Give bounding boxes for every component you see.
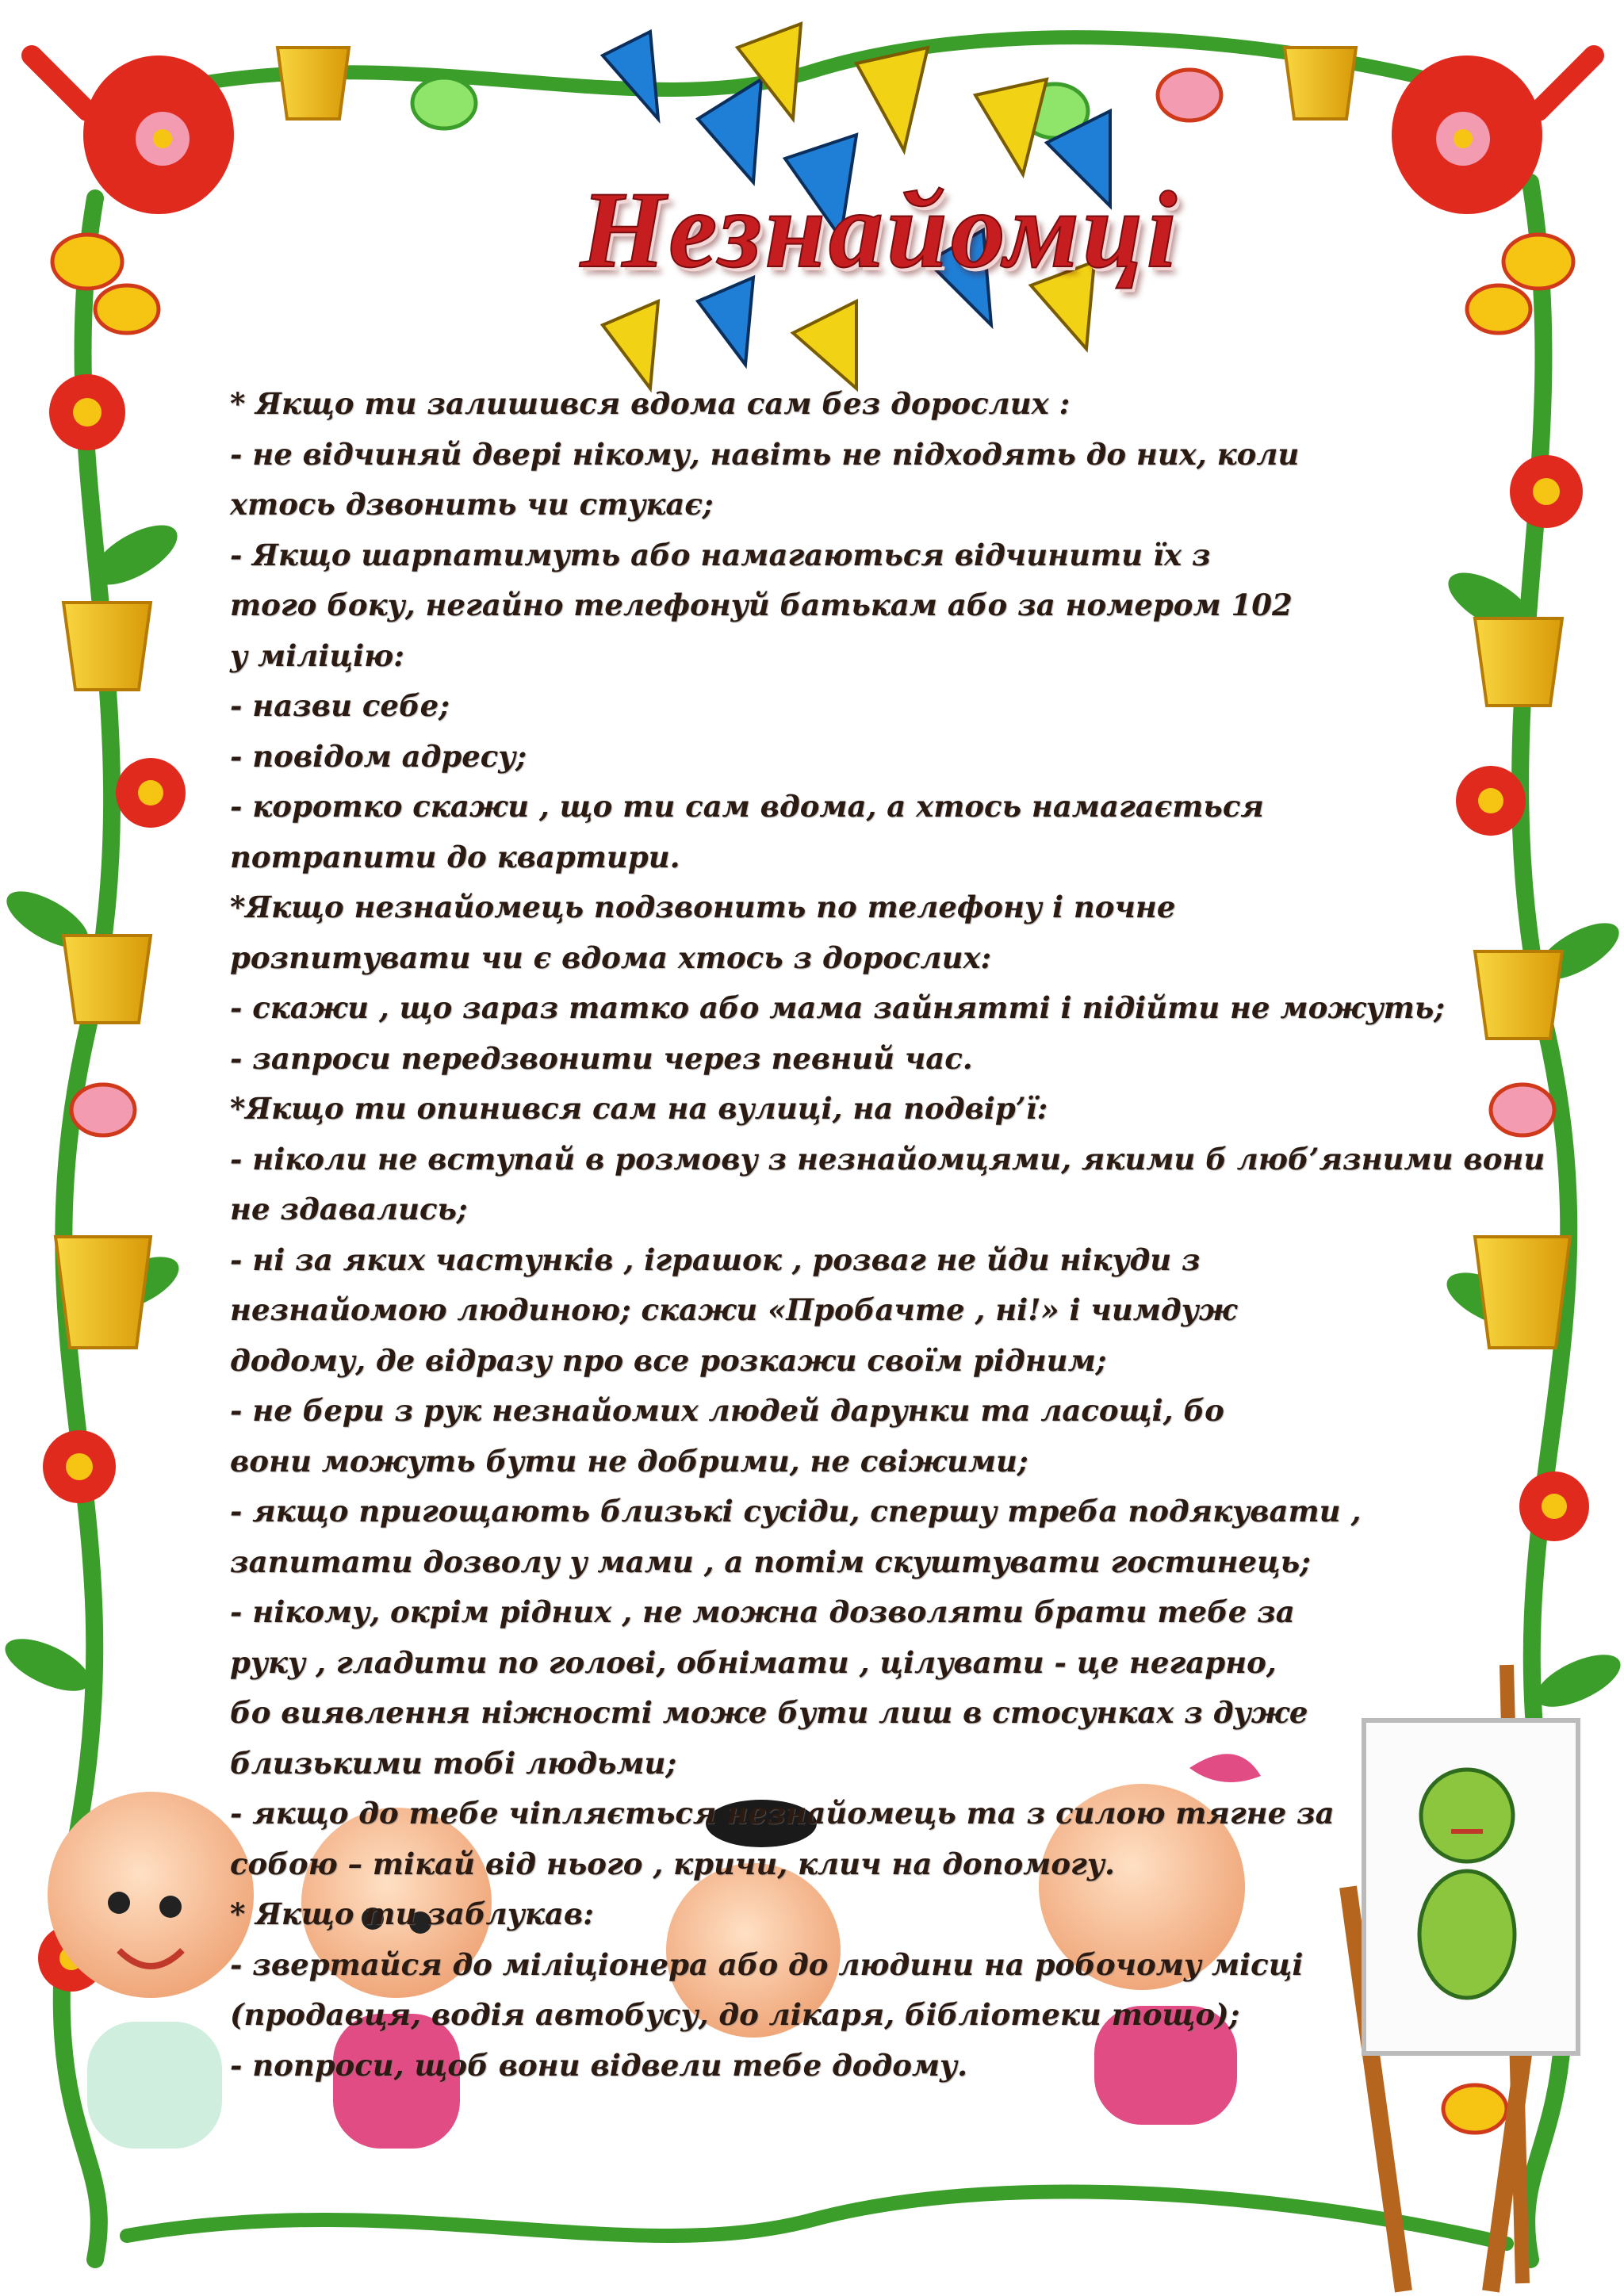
text-line: (продавця, водія автобусу, до лікаря, бібліотеки тощо); (230, 1997, 1240, 2032)
text-line: - скажи , що зараз татко або мама зайнятті і підійти не можуть; (230, 990, 1445, 1025)
text-line: того боку, негайно телефонуй батькам або за номером 102 (230, 587, 1293, 622)
safety-instructions (230, 379, 1545, 2091)
text-line: - попроси, щоб вони відвели тебе додому. (230, 2047, 968, 2083)
text-line: бо виявлення ніжності може бути лиш в стосунках з дуже (230, 1695, 1308, 1730)
text-line: собою – тікай від нього , кричи, клич на допомогу. (230, 1846, 1115, 1881)
text-line: хтось дзвонить чи стукає; (230, 487, 714, 522)
text-line: *Якщо ти опинився сам на вулиці, на подвір’ї: (230, 1091, 1048, 1126)
text-line: - не бери з рук незнайомих людей дарунки та ласощі, бо (230, 1393, 1224, 1428)
page-title: Незнайомці (580, 169, 1181, 290)
text-line: руку , гладити по голові, обнімати , цілувати - це негарно, (230, 1644, 1277, 1680)
text-line: у міліцію: (230, 637, 404, 673)
text-line: - назви себе; (230, 688, 450, 723)
text-line: *Якщо незнайомець подзвонить по телефону і почне (230, 890, 1176, 924)
text-line: - нікому, окрім рідних , не можна дозволяти брати тебе за (230, 1594, 1295, 1629)
watering-can-icon (1392, 55, 1594, 214)
text-line: незнайомою людиною; скажи «Пробачте , ні!» і чимдуж (230, 1292, 1238, 1327)
text-line: - не відчиняй двері нікому, навіть не підходять до них, коли (230, 436, 1300, 472)
text-line: - ні за яких частунків , іграшок , розваг не йди нікуди з (230, 1242, 1201, 1277)
text-line: * Якщо ти заблукав: (230, 1896, 594, 1931)
text-line: додому, де відразу про все розкажи своїм рідним; (230, 1342, 1107, 1378)
text-line: близькими тобі людьми; (230, 1745, 677, 1781)
text-line: не здавались; (230, 1192, 468, 1226)
text-line: розпитувати чи є вдома хтось з дорослих: (230, 939, 992, 975)
text-line: потрапити до квартири. (230, 839, 680, 874)
text-line: - Якщо шарпатимуть або намагаються відчинити їх з (230, 537, 1211, 572)
text-line: - повідом адресу; (230, 738, 527, 774)
watering-can-icon (32, 55, 234, 214)
text-line: * Якщо ти залишився вдома сам без дорослих : (230, 386, 1071, 421)
text-line: - звертайся до міліціонера або до людини на робочому місці (230, 1946, 1304, 1982)
text-line: - коротко скажи , що ти сам вдома, а хтось намагається (230, 789, 1264, 824)
text-line: - якщо до тебе чіпляється незнайомець та з силою тягне за (230, 1796, 1335, 1831)
text-line: - якщо пригощають близькі сусіди, спершу треба подякувати , (230, 1494, 1362, 1529)
text-line: вони можуть бути не добрими, не свіжими; (230, 1443, 1028, 1479)
text-line: - запроси передзвонити через певний час. (230, 1040, 973, 1076)
text-line: запитати дозволу у мами , а потім скуштувати гостинець; (230, 1544, 1311, 1579)
text-line: - ніколи не вступай в розмову з незнайомцями, якими б люб’язними вони (230, 1141, 1545, 1177)
